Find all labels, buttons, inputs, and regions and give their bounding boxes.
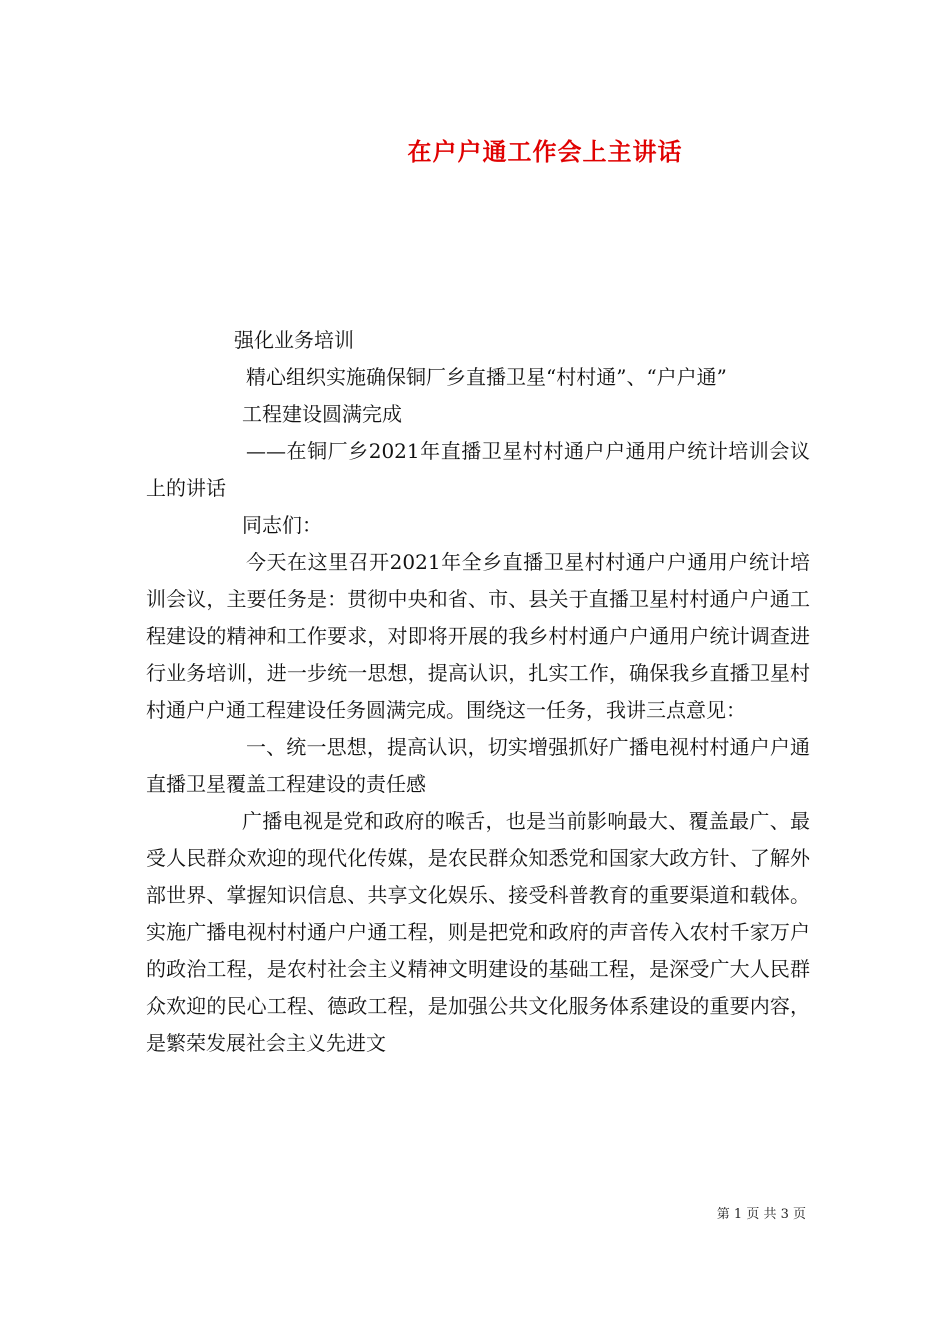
paragraph-4: ——在铜厂乡2021年直播卫星村村通户户通用户统计培训会议上的讲话 xyxy=(146,439,810,500)
page-footer: 第 1 页 共 3 页 xyxy=(716,1207,806,1222)
document-body xyxy=(146,322,810,1062)
paragraph-3: 工程建设圆满完成 xyxy=(242,402,402,426)
paragraph-6: 今天在这里召开2021年全乡直播卫星村村通户户通用户统计培训会议，主要任务是：贯彻中央和省、市、县关于直播卫星村村通户户通工程建设的精神和工作要求，对即将开展的我乡村村通户户通用户统计调查进行业务培训，进一步统一思想，提高认识，扎实工作，确保我乡直播卫星村村通户户通工程建设任务圆满完成。围绕这一任务，我讲三点意见： xyxy=(146,550,810,722)
paragraph-1: 强化业务培训 xyxy=(234,328,354,352)
paragraph-2: 精心组织实施确保铜厂乡直播卫星“村村通”、“户户通” xyxy=(246,365,727,389)
paragraph-8: 广播电视是党和政府的喉舌，也是当前影响最大、覆盖最广、最受人民群众欢迎的现代化传媒，是农民群众知悉党和国家大政方针、了解外部世界、掌握知识信息、共享文化娱乐、接受科普教育的重要渠道和载体。实施广播电视村村通户户通工程，则是把党和政府的声音传入农村千家万户的政治工程，是农村社会主义精神文明建设的基础工程，是深受广大人民群众欢迎的民心工程、德政工程，是加强公共文化服务体系建设的重要内容，是繁荣发展社会主义先进文 xyxy=(146,809,810,1055)
paragraph-7: 一、统一思想，提高认识，切实增强抓好广播电视村村通户户通直播卫星覆盖工程建设的责任感 xyxy=(146,735,810,796)
paragraph-5: 同志们： xyxy=(242,513,322,537)
document-title: 在户户通工作会上主讲话 xyxy=(407,137,683,166)
